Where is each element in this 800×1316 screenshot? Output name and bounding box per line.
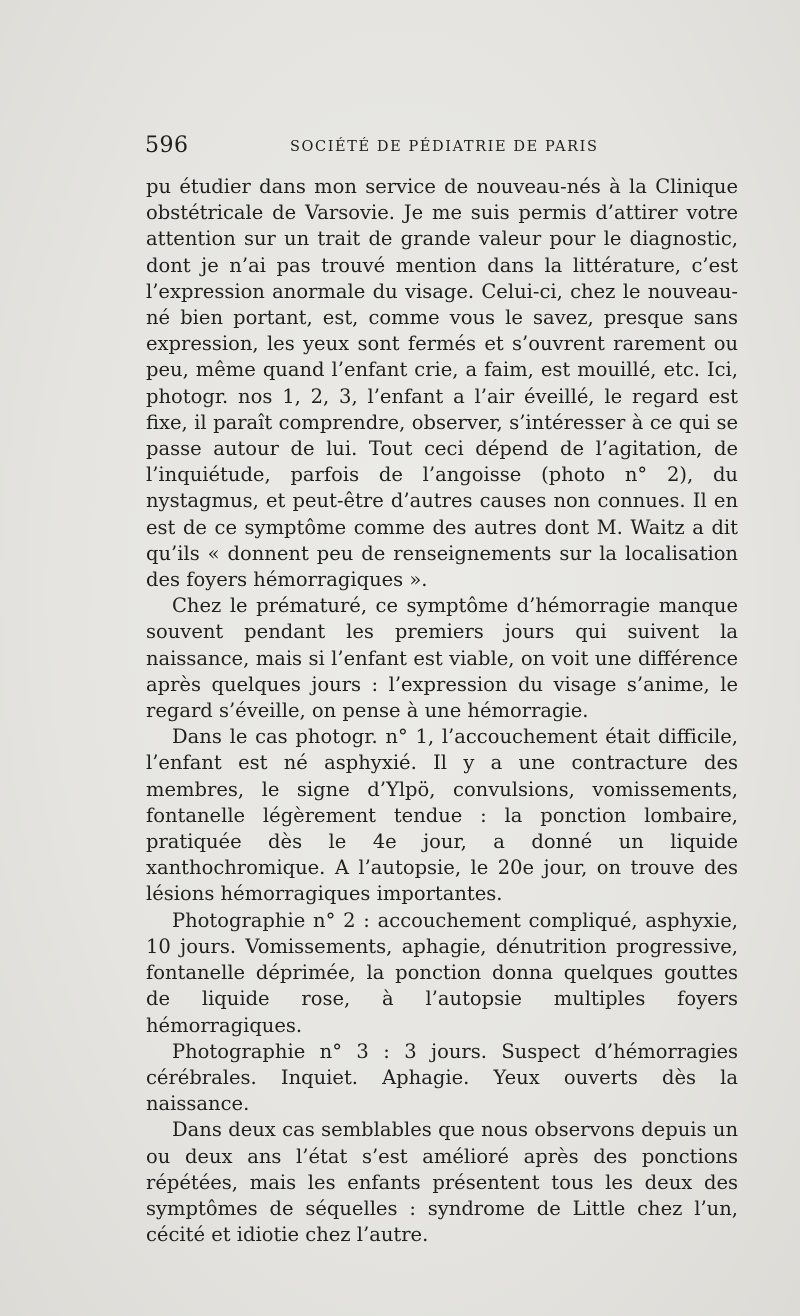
paragraph-1: pu étudier dans mon service de nouveau-nés à la Clinique obstétricale de Varsovie. Je me suis permis d’attirer votre attention sur un trait de grande valeur pour le diagnostic, dont je n’ai pas trouvé mention dans la littérature, c’est l’expression anormale du visage. Celui-ci, chez le nouveau-né bien portant, est, comme vous le savez, presque sans expression, les yeux sont fermés et s’ouvrent rarement ou peu, même quand l’enfant crie, a faim, est mouillé, etc. Ici, photogr. nos 1, 2, 3, l’enfant a l’air éveillé, le regard est fixe, il paraît comprendre, observer, s’intéresser à ce qui se passe autour de lui. Tout ceci dépend de l’agitation, de l’inquiétude, parfois de l’angoisse (photo n° 2), du nystagmus, et peut-être d’autres causes non connues. Il en est de ce symptôme comme des autres dont M. Waitz a dit qu’ils « donnent peu de renseignements sur la localisation des foyers hémorragiques ». [146,175,738,592]
running-head: SOCIÉTÉ DE PÉDIATRIE DE PARIS [290,139,599,155]
paragraph-6: Dans deux cas semblables que nous observons depuis un ou deux ans l’état s’est amélioré après des ponctions répétées, mais les enfants présentent tous les deux des symptômes de séquelles : syndrome de Little chez l’un, cécité et idiotie chez l’autre. [146,1118,738,1247]
paragraph-4: Photographie n° 2 : accouchement compliqué, asphyxie, 10 jours. Vomissements, aphagie, dénutrition progressive, fontanelle déprimée, la ponction donna quelques gouttes de liquide rose, à l’autopsie multiples foyers hémorragiques. [146,908,738,1037]
paragraph-3: Dans le cas photogr. n° 1, l’accouchement était difficile, l’enfant est né asphyxié. Il y a une contracture des membres, le signe d’Ylpö, convulsions, vomissements, fontanelle légèrement tendue : la ponction lombaire, pratiquée dès le 4e jour, a donné un liquide xanthochromique. A l’autopsie, le 20e jour, on trouve des lésions hémorragiques importantes. [146,725,738,906]
body-text [146,174,738,1248]
page-header [145,133,745,163]
page-number: 596 [145,133,189,158]
paragraph-2: Chez le prématuré, ce symptôme d’hémorragie manque souvent pendant les premiers jours qui suivent la naissance, mais si l’enfant est viable, on voit une différence après quelques jours : l’expression du visage s’anime, le regard s’éveille, on pense à une hémorragie. [146,594,738,723]
paragraph-5: Photographie n° 3 : 3 jours. Suspect d’hémorragies cérébrales. Inquiet. Aphagie. Yeux ouverts dès la naissance. [146,1039,738,1116]
